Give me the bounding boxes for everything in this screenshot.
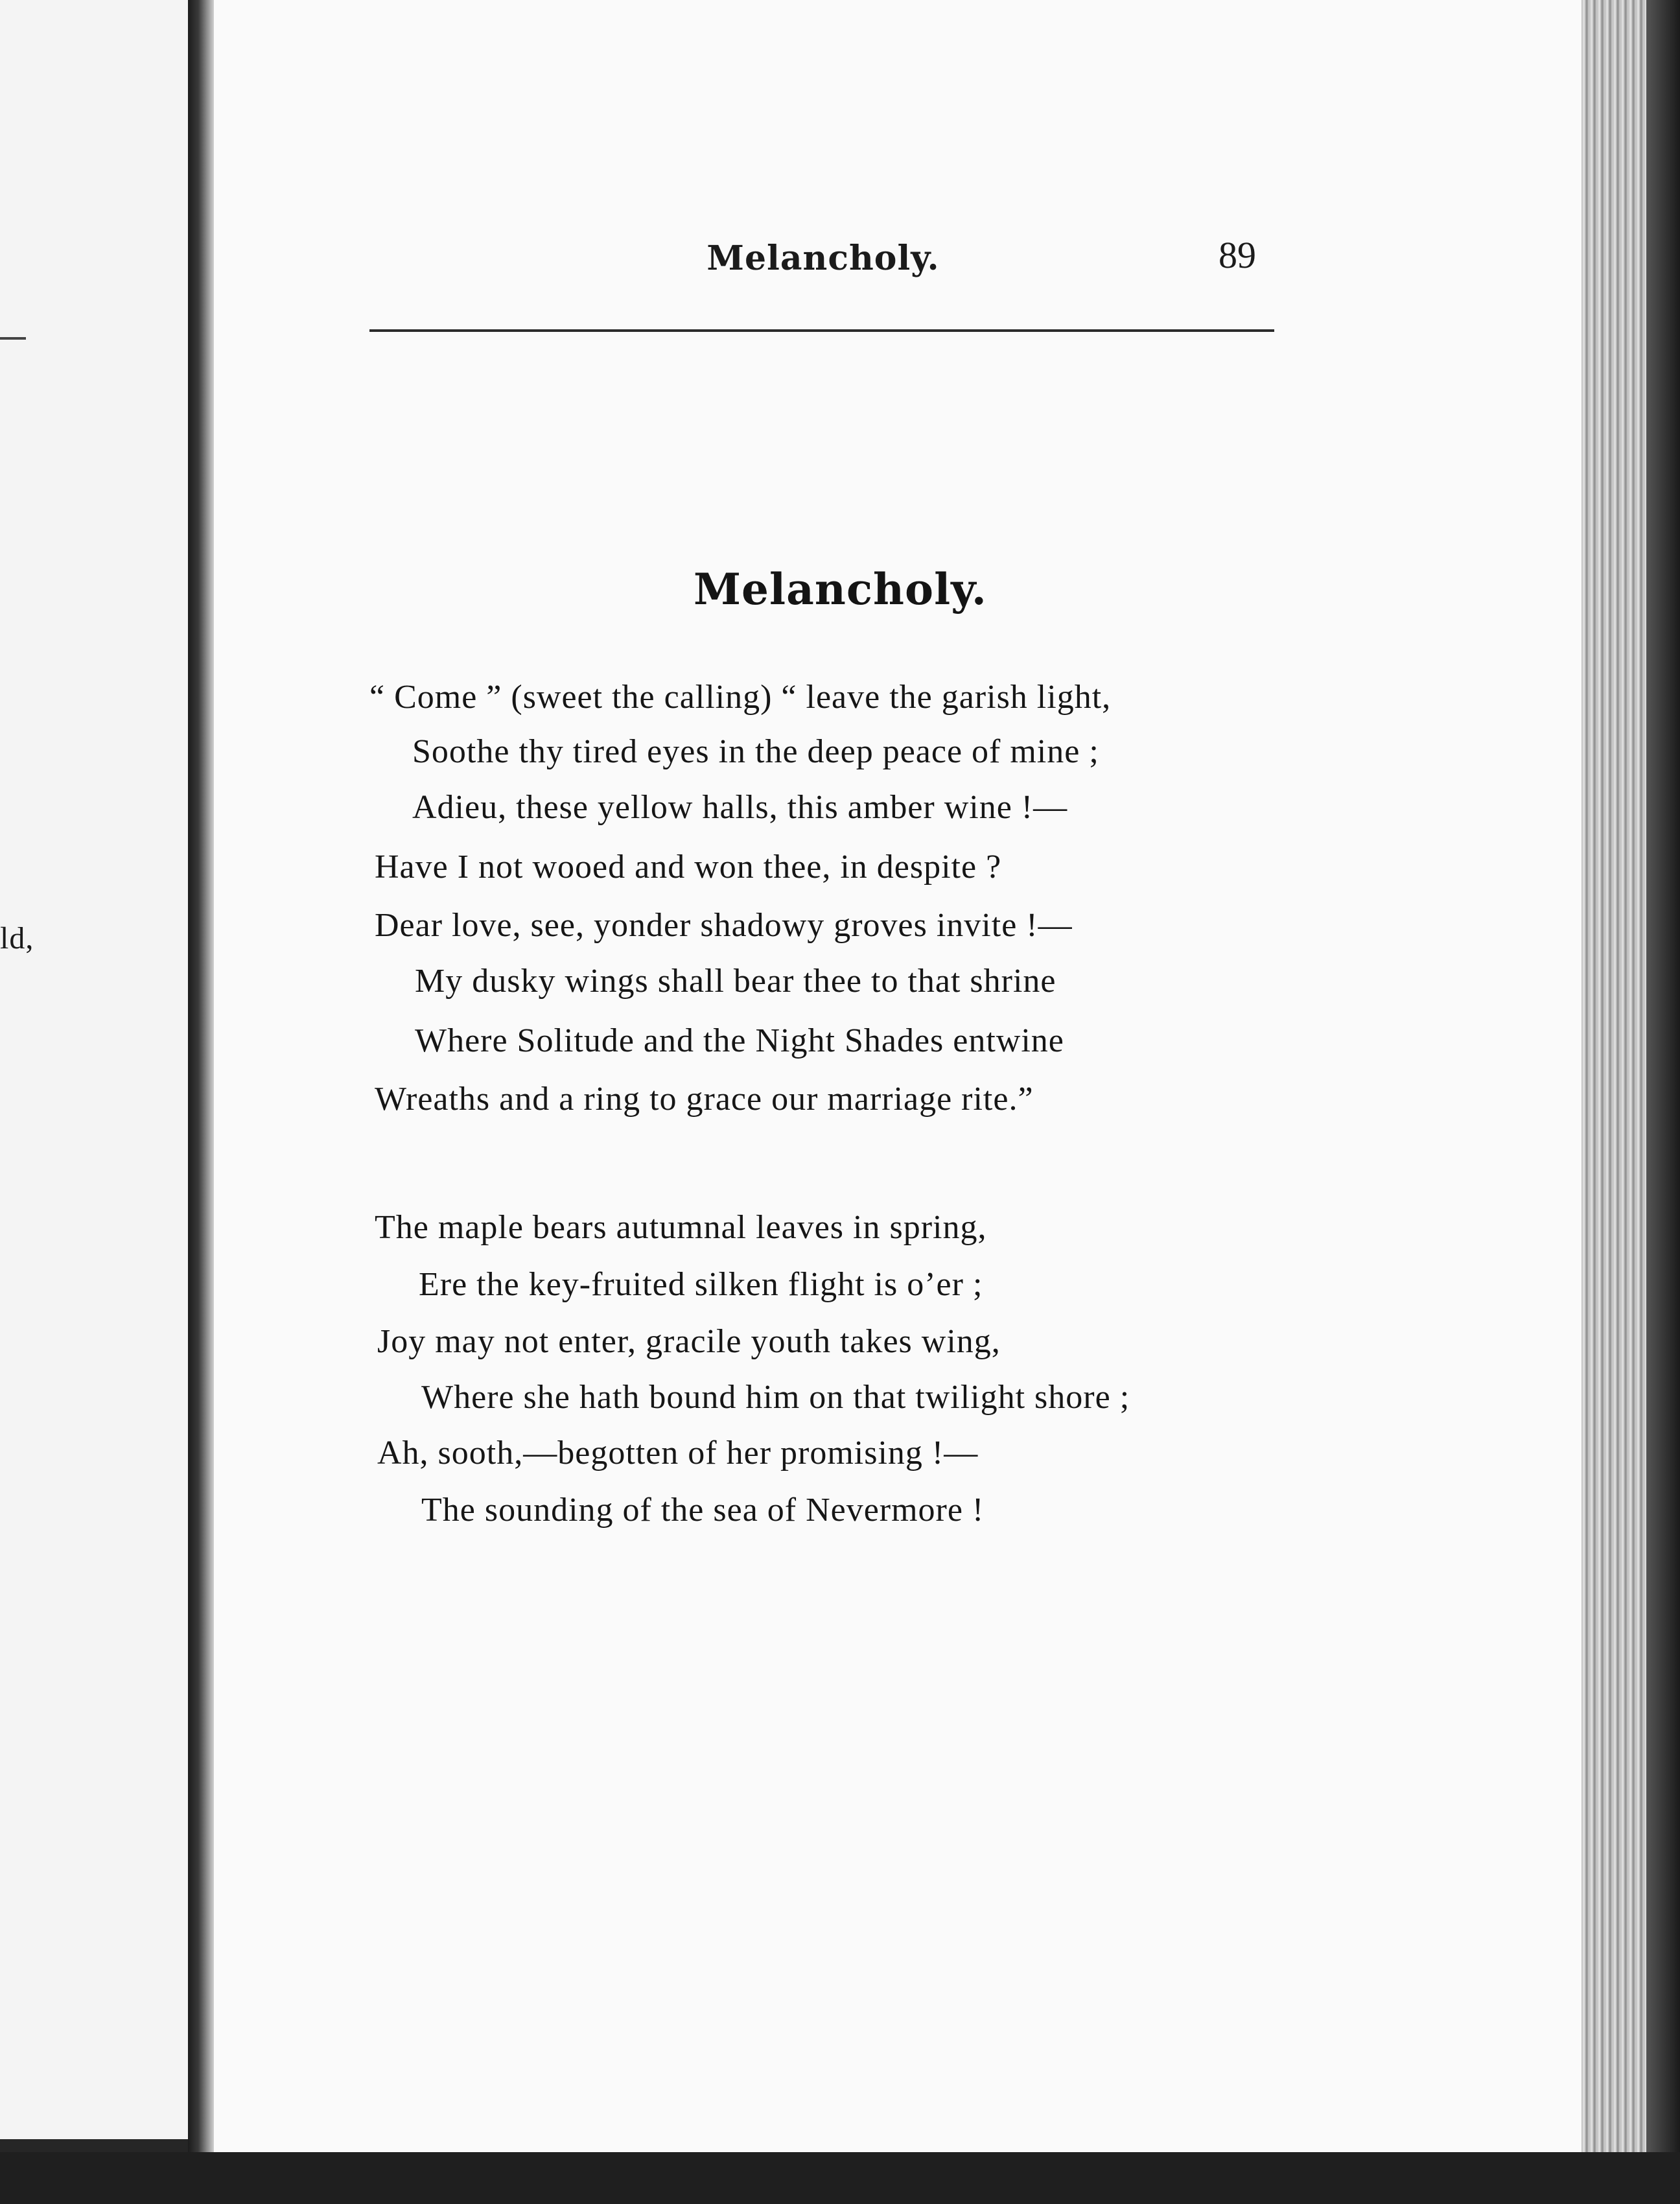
book-cover-edge <box>1646 0 1680 2178</box>
previous-page-text-fragment: ld, <box>0 921 34 955</box>
previous-page-rule <box>0 337 26 340</box>
poem-line: Where Solitude and the Night Shades entwine <box>415 1022 1064 1059</box>
poem-line: Soothe thy tired eyes in the deep peace of mine ; <box>412 733 1099 770</box>
poem-line: Ah, sooth,—begotten of her promising !— <box>377 1435 979 1471</box>
page-stack-edges <box>1581 0 1646 2178</box>
running-header-title: Melancholy. <box>706 239 940 278</box>
book-page <box>214 0 1601 2152</box>
poem-line: Where she hath bound him on that twilight shore ; <box>421 1379 1130 1416</box>
poem-line: My dusky wings shall bear thee to that shrine <box>415 963 1056 1000</box>
poem-line: Have I not wooed and won thee, in despite ? <box>375 849 1002 885</box>
poem-line: Wreaths and a ring to grace our marriage rite.” <box>375 1081 1034 1118</box>
poem-line: Joy may not enter, gracile youth takes wing, <box>377 1323 1001 1360</box>
poem-line: Ere the key-fruited silken flight is o’er ; <box>419 1266 983 1303</box>
poem-line: The sounding of the sea of Nevermore ! <box>421 1492 985 1529</box>
poem-line: The maple bears autumnal leaves in spring, <box>375 1209 987 1246</box>
poem-title: Melancholy. <box>694 564 987 615</box>
poem-line: Adieu, these yellow halls, this amber wine !— <box>412 789 1068 826</box>
poem-line: “ Come ” (sweet the calling) “ leave the garish light, <box>369 679 1112 716</box>
header-rule <box>369 329 1274 332</box>
previous-page-edge <box>0 0 191 2139</box>
book-gutter <box>188 0 214 2152</box>
scan-bottom-band <box>0 2152 1680 2204</box>
poem-line: Dear love, see, yonder shadowy groves invite !— <box>375 907 1073 944</box>
page-number: 89 <box>1219 234 1256 276</box>
